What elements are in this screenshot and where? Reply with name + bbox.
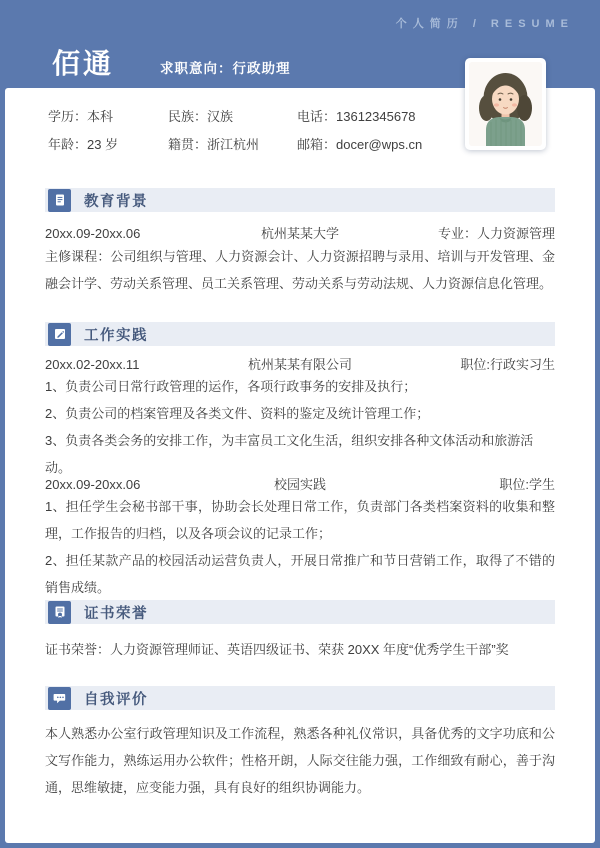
section-title-certificates: 证书荣誉 bbox=[84, 605, 148, 622]
certificates-content: 证书荣誉：人力资源管理师证、英语四级证书、荣获 20XX 年度“优秀学生干部”奖 bbox=[45, 642, 509, 657]
section-header-work bbox=[45, 322, 555, 346]
profile-field-ethnicity: 民族：汉族 bbox=[168, 109, 234, 124]
job-date: 20xx.09-20xx.06 bbox=[45, 477, 141, 492]
section-title-work: 工作实践 bbox=[84, 327, 148, 344]
profile-field-education: 学历：本科 bbox=[48, 109, 114, 124]
profile-photo bbox=[465, 58, 546, 150]
job-date: 20xx.02-20xx.11 bbox=[45, 357, 140, 372]
pencil-icon bbox=[48, 323, 71, 346]
content-card bbox=[5, 88, 595, 843]
resume-watermark: 个人简历 / RESUME bbox=[395, 18, 574, 30]
section-title-education: 教育背景 bbox=[84, 193, 148, 210]
job-bullet: 1、负责公司日常行政管理的运作，各项行政事务的安排及执行； bbox=[45, 379, 417, 394]
education-school: 杭州某某大学 bbox=[260, 226, 339, 241]
section-header-self-evaluation bbox=[45, 686, 555, 710]
avatar-illustration bbox=[469, 62, 542, 146]
section-header-education bbox=[45, 188, 555, 212]
profile-field-age: 年龄：23 岁 bbox=[48, 137, 119, 152]
section-title-self-evaluation: 自我评价 bbox=[84, 691, 148, 708]
job-organization: 校园实践 bbox=[273, 477, 326, 492]
section-header-certificates bbox=[45, 600, 555, 624]
job-bullet: 1、担任学生会秘书部干事，协助会长处理日常工作，负责部门各类档案资料的收集和整理，工作报告的归档，以及各项会议的记录工作； bbox=[45, 499, 555, 541]
education-date: 20xx.09-20xx.06 bbox=[45, 226, 141, 241]
book-document-icon bbox=[48, 189, 71, 212]
job-bullet: 2、负责公司的档案管理及各类文件、资料的鉴定及统计管理工作； bbox=[45, 406, 430, 421]
profile-field-email: 邮箱：docer@wps.cn bbox=[297, 137, 423, 152]
job-bullet: 3、负责各类会务的安排工作，为丰富员工文化生活，组织安排各种文体活动和旅游活动。 bbox=[45, 433, 534, 475]
job-position: 职位:学生 bbox=[499, 477, 555, 492]
candidate-name: 佰通 bbox=[52, 48, 115, 79]
chat-bubble-icon bbox=[48, 687, 71, 710]
job-row bbox=[45, 478, 555, 492]
profile-field-hometown: 籍贯：浙江杭州 bbox=[168, 137, 260, 152]
job-row bbox=[45, 358, 555, 372]
job-bullet-list bbox=[45, 493, 555, 601]
profile-field-phone: 电话：13612345678 bbox=[297, 109, 416, 124]
job-position: 职位:行政实习生 bbox=[460, 357, 555, 372]
job-bullet: 2、担任某款产品的校园活动运营负责人，开展日常推广和节日营销工作，取得了不错的销售成绩。 bbox=[45, 553, 555, 595]
job-bullet-list bbox=[45, 373, 555, 481]
certificate-icon bbox=[48, 601, 71, 624]
self-evaluation-content: 本人熟悉办公室行政管理知识及工作流程，熟悉各种礼仪常识，具备优秀的文字功底和公文写作能力，熟练运用办公软件；性格开朗，人际交往能力强，工作细致有耐心，善于沟通，思维敏捷，应变能力强，具有良好的组织协调能力。 bbox=[45, 726, 555, 795]
education-row bbox=[45, 227, 555, 241]
education-major: 专业：人力资源管理 bbox=[437, 226, 555, 241]
job-objective: 求职意向：行政助理 bbox=[160, 61, 291, 76]
education-courses: 主修课程：公司组织与管理、人力资源会计、人力资源招聘与录用、培训与开发管理、金融会计学、劳动关系管理、员工关系管理、劳动关系与劳动法规、人力资源信息化管理。 bbox=[45, 249, 555, 291]
job-organization: 杭州某某有限公司 bbox=[247, 357, 352, 372]
